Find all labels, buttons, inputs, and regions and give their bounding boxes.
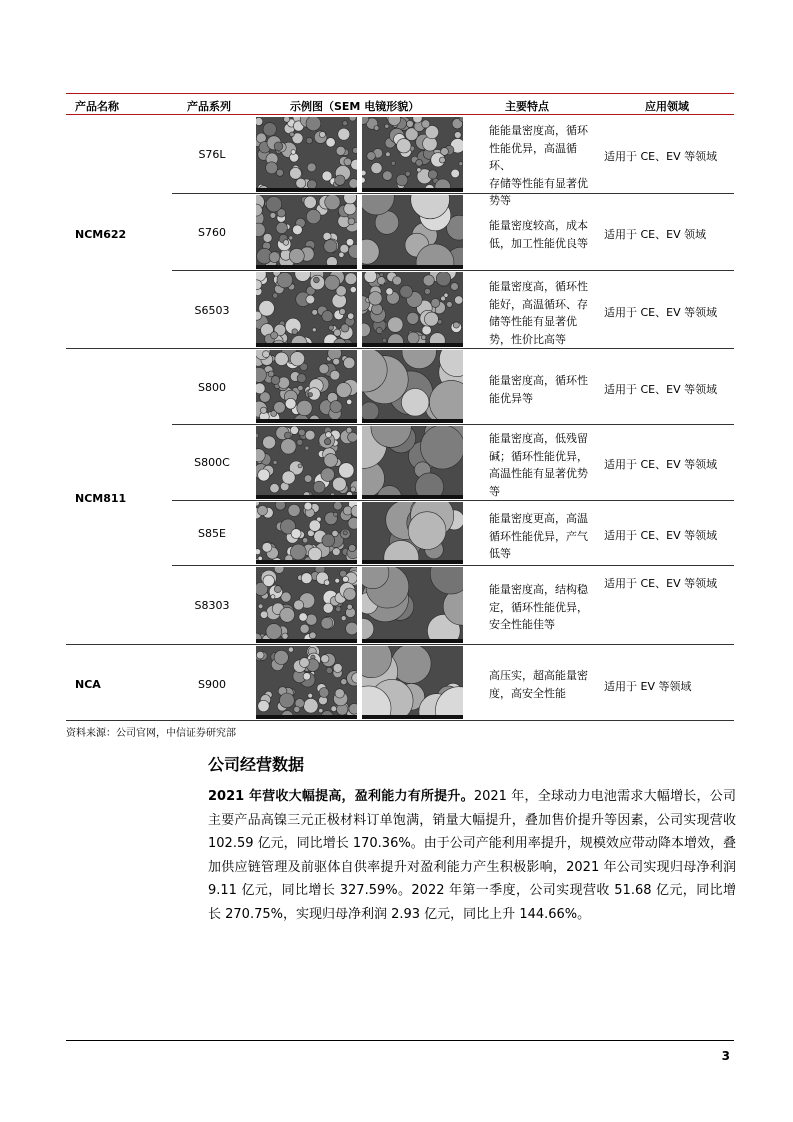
application-s800: 适用于 CE、EV 等领域 <box>604 383 718 396</box>
group-divider <box>66 348 734 349</box>
row-divider <box>172 270 734 271</box>
header-sem-image: 示例图（SEM 电镜形貌） <box>290 100 420 113</box>
features-s8303: 能量密度高，结构稳 定，循环性能优异， 安全性能佳等 <box>489 583 588 631</box>
row-divider <box>172 193 734 194</box>
section-title: 公司经营数据 <box>208 755 305 774</box>
row-divider <box>172 500 734 501</box>
series-s76l: S76L <box>198 148 226 161</box>
sem-micrograph <box>256 646 357 719</box>
series-s800: S800 <box>198 381 226 394</box>
sem-micrograph <box>362 426 463 499</box>
sem-micrograph <box>256 272 357 347</box>
application-s8303: 适用于 CE、EV 等领域 <box>604 577 718 590</box>
sem-micrograph <box>362 350 463 423</box>
group-name-ncm811: NCM811 <box>75 492 127 505</box>
sem-micrograph <box>362 117 463 192</box>
features-s760: 能量密度较高，成本 低，加工性能优良等 <box>489 219 588 250</box>
series-s85e: S85E <box>198 527 226 540</box>
table-top-rule <box>66 93 734 94</box>
series-s800c: S800C <box>194 456 230 469</box>
row-divider <box>172 424 734 425</box>
source-note: 资料来源：公司官网，中信证券研究部 <box>66 728 236 739</box>
sem-micrograph <box>362 646 463 719</box>
header-product-series: 产品系列 <box>187 100 231 113</box>
sem-micrograph <box>256 426 357 499</box>
header-product-name: 产品名称 <box>75 100 119 113</box>
features-s800: 能量密度高，循环性 能优异等 <box>489 374 588 405</box>
sem-micrograph <box>362 272 463 347</box>
header-main-features: 主要特点 <box>505 100 549 113</box>
sem-micrograph <box>256 567 357 643</box>
row-divider <box>172 565 734 566</box>
group-divider <box>66 644 734 645</box>
application-s760: 适用于 CE、EV 领域 <box>604 228 707 241</box>
application-s85e: 适用于 CE、EV 等领域 <box>604 529 718 542</box>
group-name-nca: NCA <box>75 678 101 691</box>
series-s8303: S8303 <box>194 599 230 612</box>
series-s6503: S6503 <box>194 304 230 317</box>
paragraph-body: 2021 年，全球动力电池需求大幅增长，公司主要产品高镍三元正极材料订单饱满，销量大幅提升，叠加售价提升等因素，公司实现营收 102.59 亿元，同比增长 170.36%。由于公司产能利用率提升，规模效应带动降本增效，叠加供应链管理及前驱体自供率提升对盈利能力产生积极影响，2021 年公司实现归母净利润 9.11 亿元，同比增长 327.59%。2022 年第一季度，公司实现营收 51.68 亿元，同比增长 270.75%，实现归母净利润 2.93 亿元，同比上升 144.66%。 <box>208 789 736 922</box>
features-s85e: 能量密度更高，高温 循环性能优异，产气 低等 <box>489 512 588 560</box>
sem-micrograph <box>362 502 463 564</box>
body-paragraph <box>208 785 736 926</box>
group-name-ncm622: NCM622 <box>75 228 127 241</box>
application-s6503: 适用于 CE、EV 等领域 <box>604 306 718 319</box>
page-number: 3 <box>721 1049 730 1063</box>
features-s900: 高压实，超高能量密 度，高安全性能 <box>489 669 588 700</box>
application-s800c: 适用于 CE、EV 等领域 <box>604 458 718 471</box>
sem-micrograph <box>362 567 463 643</box>
application-s900: 适用于 EV 等领域 <box>604 680 692 693</box>
application-s76l: 适用于 CE、EV 等领域 <box>604 150 718 163</box>
sem-micrograph <box>256 502 357 564</box>
header-underline <box>66 114 734 115</box>
features-s800c: 能量密度高，低残留 碱；循环性能优异， 高温性能有显著优势 等 <box>489 432 588 498</box>
table-bottom-rule <box>66 720 734 721</box>
features-s6503: 能量密度高，循环性 能好，高温循环、存 储等性能有显著优 势，性价比高等 <box>489 280 588 346</box>
footer-rule <box>66 1040 734 1041</box>
paragraph-lead: 2021 年营收大幅提高，盈利能力有所提升。 <box>208 789 474 804</box>
series-s760: S760 <box>198 226 226 239</box>
series-s900: S900 <box>198 678 226 691</box>
header-application: 应用领域 <box>645 100 689 113</box>
sem-micrograph <box>256 350 357 423</box>
features-s76l: 能能量密度高，循环 性能优异，高温循环、 存储等性能有显著优 势等 <box>489 124 588 207</box>
sem-micrograph <box>256 117 357 192</box>
sem-micrograph <box>362 195 463 269</box>
sem-micrograph <box>256 195 357 269</box>
